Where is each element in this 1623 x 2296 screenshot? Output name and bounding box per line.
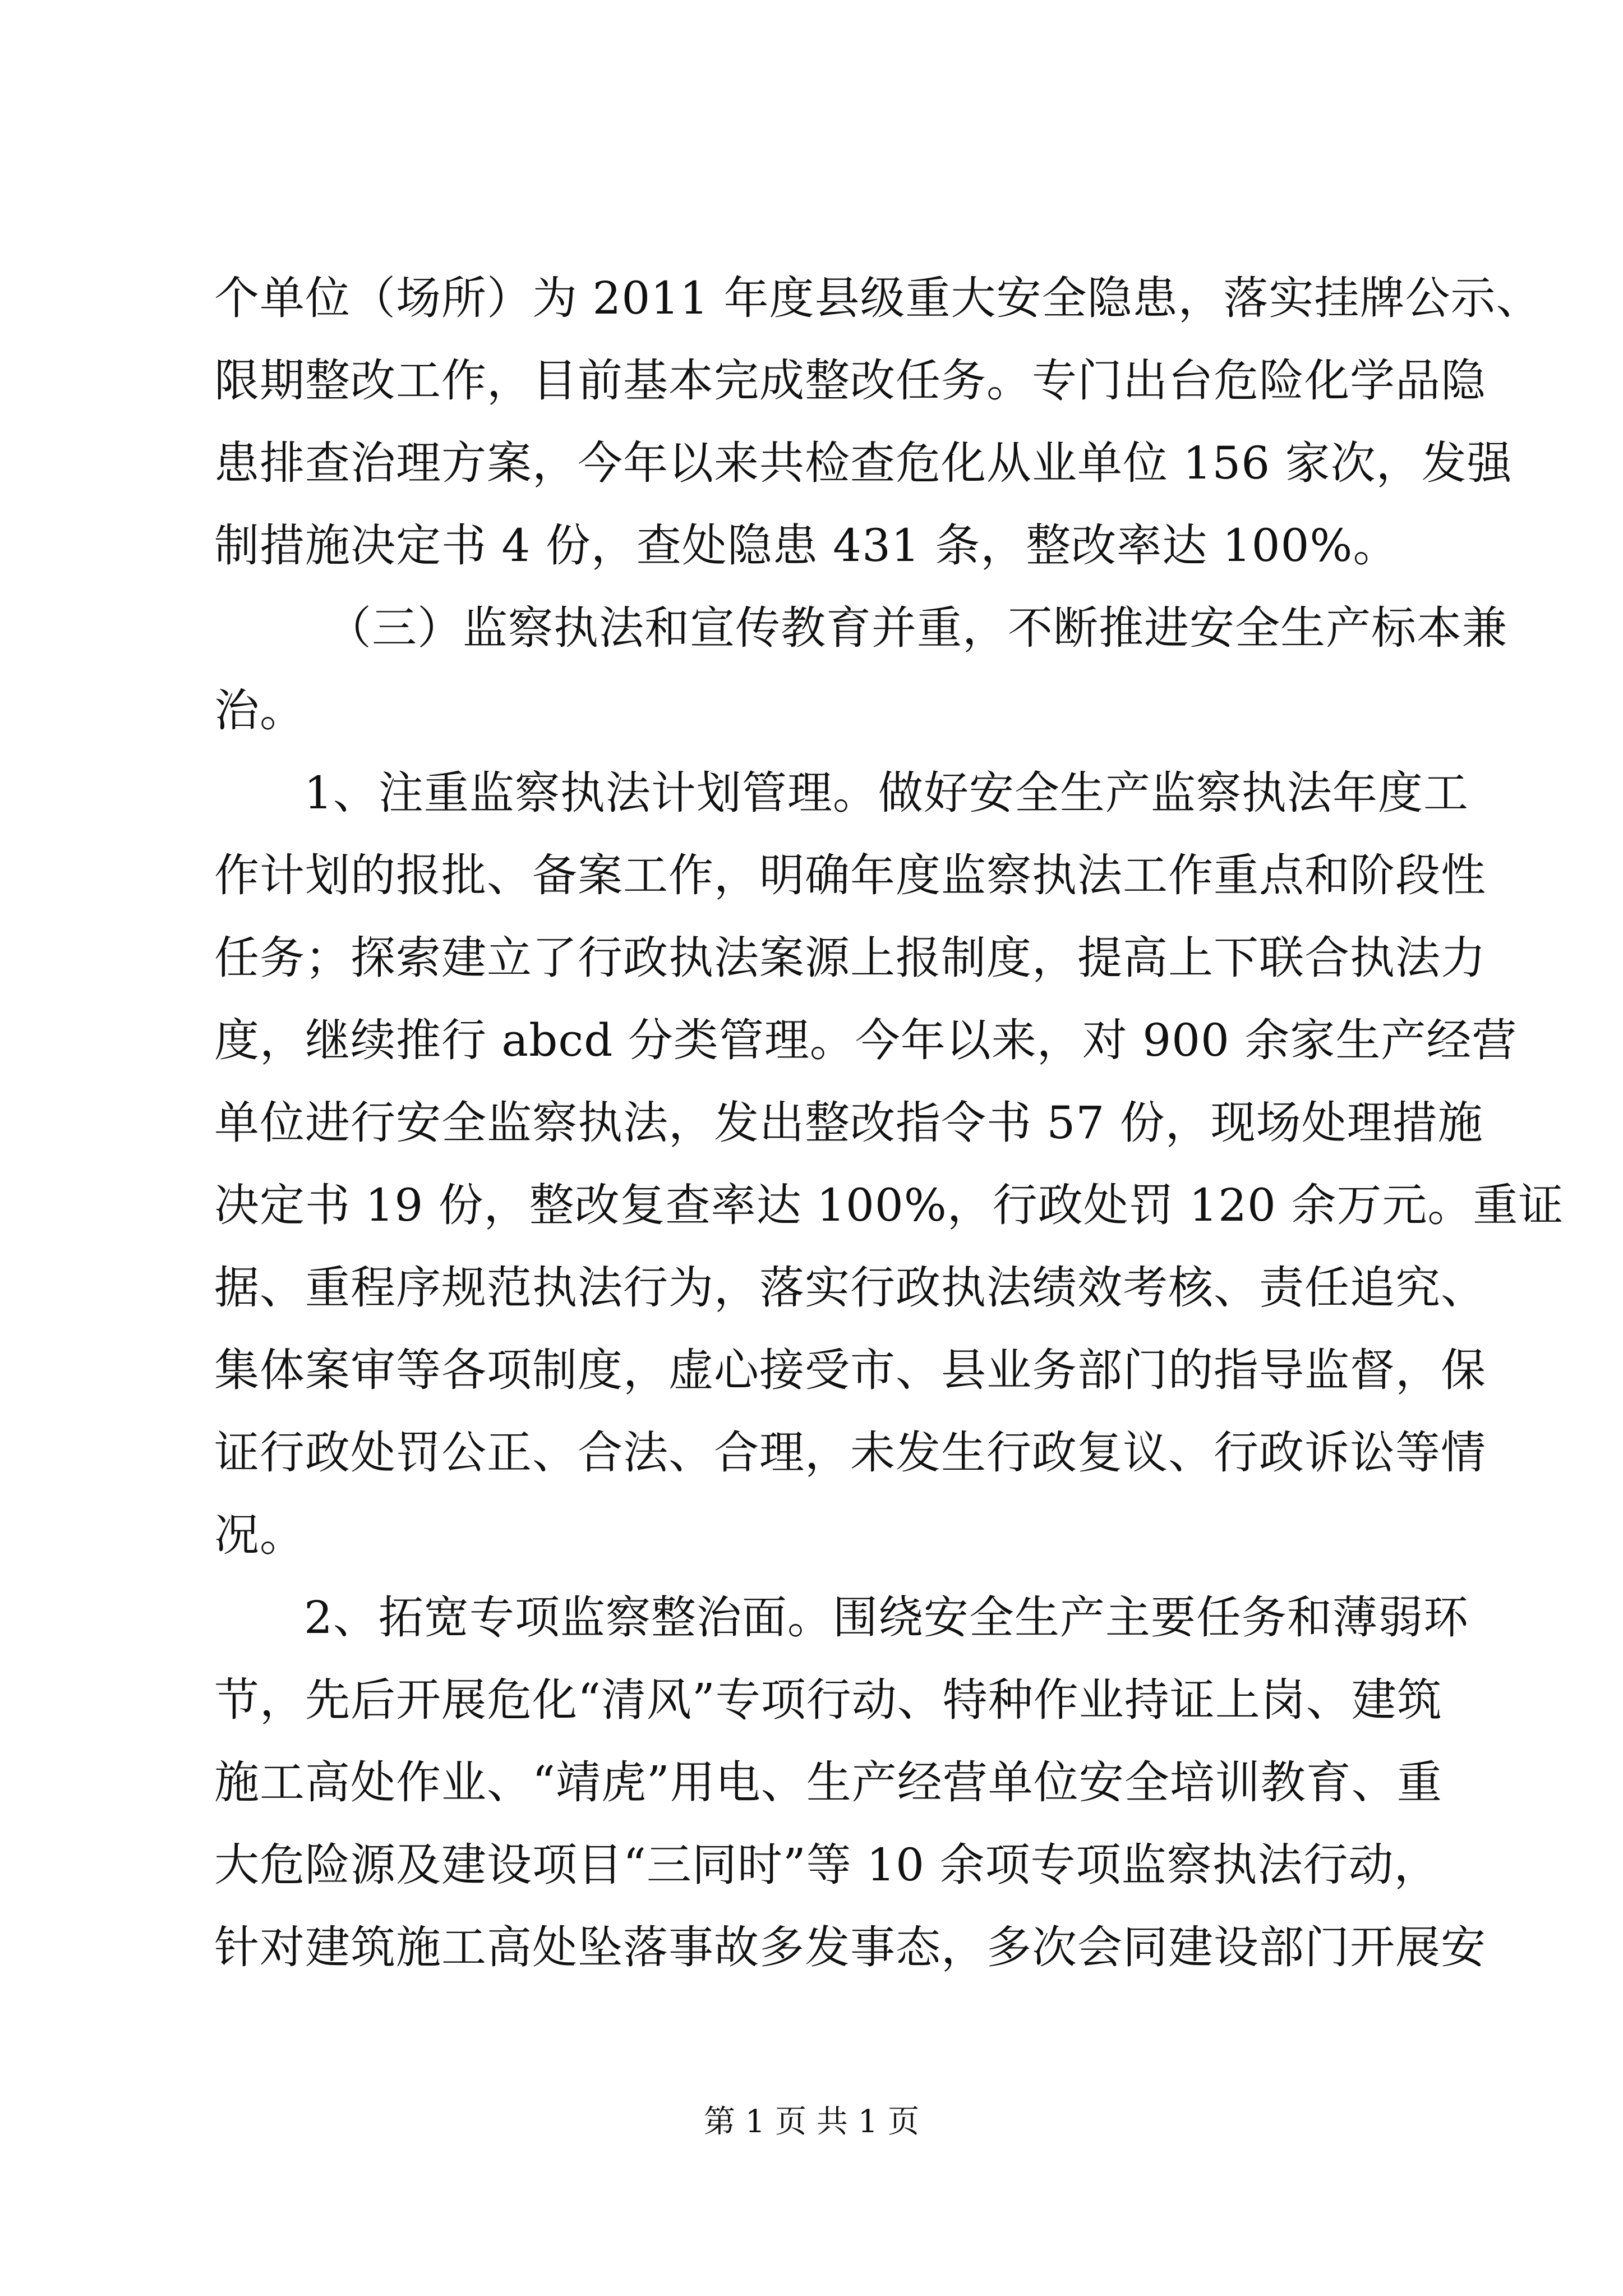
section-heading-line: 治。 (214, 684, 305, 737)
text-line: 针对建筑施工高处坠落事故多发事态，多次会同建设部门开展安 (214, 1921, 1486, 1973)
document-body (214, 257, 1564, 1989)
text-line: 个单位（场所）为 2011 年度县级重大安全隐患，落实挂牌公示、 (214, 272, 1542, 324)
paragraph-hazard-summary (214, 257, 1542, 587)
text-line: 施工高处作业、“靖虎”用电、生产经营单位安全培训教育、重 (214, 1756, 1442, 1809)
text-line: 集体案审等各项制度，虚心接受市、县业务部门的指导监督，保 (214, 1344, 1486, 1396)
section-heading-line: （三）监察执法和宣传教育并重，不断推进安全生产标本兼 (326, 602, 1507, 654)
text-line: 度，继续推行 abcd 分类管理。今年以来，对 900 余家生产经营 (214, 1014, 1518, 1066)
text-line: 制措施决定书 4 份，查处隐患 431 条，整改率达 100%。 (214, 519, 1399, 572)
text-line: 1、注重监察执法计划管理。做好安全生产监察执法年度工 (304, 767, 1469, 819)
text-line: 决定书 19 份，整改复查率达 100%，行政处罚 120 余万元。重证 (214, 1179, 1564, 1231)
paragraph-enforcement-planning (214, 752, 1564, 1576)
text-line: 大危险源及建设项目“三同时”等 10 余项专项监察执法行动， (214, 1839, 1440, 1891)
text-line: 据、重程序规范执法行为，落实行政执法绩效考核、责任追究、 (214, 1262, 1486, 1314)
text-line: 任务；探索建立了行政执法案源上报制度，提高上下联合执法力 (214, 932, 1486, 984)
page-footer: 第 1 页 共 1 页 (703, 2104, 920, 2140)
text-line: 2、拓宽专项监察整治面。围绕安全生产主要任务和薄弱环 (304, 1591, 1469, 1644)
text-line: 证行政处罚公正、合法、合理，未发生行政复议、行政诉讼等情 (214, 1427, 1486, 1479)
text-line: 患排查治理方案，今年以来共检查危化从业单位 156 家次，发强 (214, 437, 1513, 489)
text-line: 节，先后开展危化“清风”专项行动、特种作业持证上岗、建筑 (214, 1674, 1442, 1726)
paragraph-special-inspection (214, 1576, 1486, 1989)
text-line: 作计划的报批、备案工作，明确年度监察执法工作重点和阶段性 (214, 849, 1486, 901)
text-line: 单位进行安全监察执法，发出整改指令书 57 份，现场处理措施 (214, 1097, 1483, 1149)
text-line: 况。 (214, 1509, 305, 1561)
section-heading-three (214, 587, 1507, 752)
text-line: 限期整改工作，目前基本完成整改任务。专门出台危险化学品隐 (214, 355, 1486, 407)
